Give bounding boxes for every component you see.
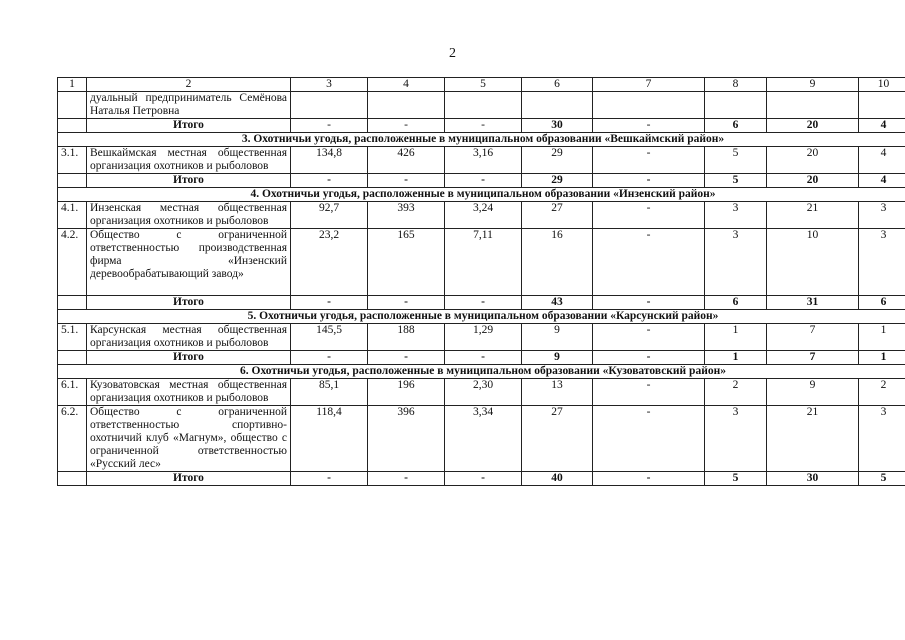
table-row [58, 324, 905, 351]
data-cell: 393 [368, 202, 445, 229]
organization-name: Общество с ограниченной ответственностью спортивно-охотничий клуб «Магнум», общество с ограниченной ответственностью «Русский лес» [87, 406, 291, 472]
total-cell: - [368, 351, 445, 365]
section-title: 6. Охотничьи угодья, расположенные в муниципальном образовании «Кузоватовский район» [58, 365, 905, 379]
total-cell: 40 [522, 472, 593, 486]
data-cell: 7 [767, 324, 859, 351]
hunting-grounds-table [57, 77, 905, 486]
data-cell: 396 [368, 406, 445, 472]
table-row [58, 202, 905, 229]
header-cell: 4 [368, 78, 445, 92]
data-cell: 23,2 [291, 229, 368, 296]
data-cell: 13 [522, 379, 593, 406]
organization-name: Карсунская местная общественная организация охотников и рыболовов [87, 324, 291, 351]
section-header-row [58, 365, 905, 379]
data-cell: 5 [705, 147, 767, 174]
data-cell: 21 [767, 202, 859, 229]
total-cell: 1 [859, 351, 905, 365]
total-cell: 4 [859, 174, 905, 188]
data-cell: 196 [368, 379, 445, 406]
data-cell: 2 [859, 379, 905, 406]
table-row [58, 147, 905, 174]
total-cell: 5 [859, 472, 905, 486]
header-cell: 3 [291, 78, 368, 92]
total-row [58, 296, 905, 310]
data-cell: 21 [767, 406, 859, 472]
total-cell: - [445, 119, 522, 133]
page-number: 2 [449, 46, 456, 61]
total-cell: - [368, 296, 445, 310]
data-cell: - [593, 202, 705, 229]
total-cell: 29 [522, 174, 593, 188]
total-label: Итого [87, 351, 291, 365]
data-cell: 188 [368, 324, 445, 351]
total-row [58, 472, 905, 486]
data-cell: 1 [859, 324, 905, 351]
section-title: 3. Охотничьи угодья, расположенные в муниципальном образовании «Вешкаймский район» [58, 133, 905, 147]
organization-name: Общество с ограниченной ответственностью производственная фирма «Инзенский деревообрабатывающий завод» [87, 229, 291, 296]
organization-name: Инзенская местная общественная организация охотников и рыболовов [87, 202, 291, 229]
total-cell: 4 [859, 119, 905, 133]
data-cell: 92,7 [291, 202, 368, 229]
total-cell: - [291, 296, 368, 310]
data-cell: 3,16 [445, 147, 522, 174]
section-header-row [58, 133, 905, 147]
total-cell: 20 [767, 119, 859, 133]
organization-name: Кузоватовская местная общественная организация охотников и рыболовов [87, 379, 291, 406]
data-cell: - [593, 324, 705, 351]
total-label: Итого [87, 174, 291, 188]
total-label: Итого [87, 119, 291, 133]
data-cell: 29 [522, 147, 593, 174]
total-cell: - [593, 296, 705, 310]
data-cell: 4 [859, 147, 905, 174]
data-cell: 2 [705, 379, 767, 406]
data-cell: 9 [522, 324, 593, 351]
section-title: 5. Охотничьи угодья, расположенные в муниципальном образовании «Карсунский район» [58, 310, 905, 324]
data-cell: 3 [705, 406, 767, 472]
total-cell: 31 [767, 296, 859, 310]
total-cell: 6 [705, 296, 767, 310]
row-number: 3.1. [58, 147, 87, 174]
table-row [58, 406, 905, 472]
total-cell: - [291, 472, 368, 486]
total-label: Итого [87, 296, 291, 310]
total-cell: - [593, 472, 705, 486]
data-cell: 27 [522, 202, 593, 229]
total-cell: - [291, 119, 368, 133]
total-cell: - [291, 174, 368, 188]
data-cell: 3,34 [445, 406, 522, 472]
total-cell: - [445, 472, 522, 486]
data-cell: 145,5 [291, 324, 368, 351]
data-cell: 3 [705, 229, 767, 296]
data-cell: 1 [705, 324, 767, 351]
total-cell: 6 [859, 296, 905, 310]
total-cell: - [368, 472, 445, 486]
section-header-row [58, 310, 905, 324]
data-cell: 10 [767, 229, 859, 296]
total-cell: - [593, 119, 705, 133]
data-cell: 9 [767, 379, 859, 406]
total-cell: 7 [767, 351, 859, 365]
data-cell: - [593, 406, 705, 472]
total-cell: - [368, 119, 445, 133]
total-row [58, 174, 905, 188]
total-row [58, 119, 905, 133]
row-number: 5.1. [58, 324, 87, 351]
total-cell: 30 [767, 472, 859, 486]
total-cell: 43 [522, 296, 593, 310]
data-cell: 1,29 [445, 324, 522, 351]
total-label: Итого [87, 472, 291, 486]
data-cell: 134,8 [291, 147, 368, 174]
data-cell: 3,24 [445, 202, 522, 229]
row-number: 4.1. [58, 202, 87, 229]
data-cell: - [593, 379, 705, 406]
table-row [58, 379, 905, 406]
total-cell: - [368, 174, 445, 188]
total-row [58, 351, 905, 365]
total-cell: 5 [705, 174, 767, 188]
total-cell: 1 [705, 351, 767, 365]
organization-name: дуальный предприниматель Семёнова Наталья Петровна [87, 92, 291, 119]
data-cell: 118,4 [291, 406, 368, 472]
header-cell: 5 [445, 78, 522, 92]
data-cell: 27 [522, 406, 593, 472]
section-title: 4. Охотничьи угодья, расположенные в муниципальном образовании «Инзенский район» [58, 188, 905, 202]
table-row [58, 229, 905, 296]
section-header-row [58, 188, 905, 202]
data-cell: 2,30 [445, 379, 522, 406]
total-cell: - [291, 351, 368, 365]
total-cell: 6 [705, 119, 767, 133]
header-cell: 2 [87, 78, 291, 92]
data-cell: - [593, 147, 705, 174]
total-cell: - [445, 296, 522, 310]
total-cell: 5 [705, 472, 767, 486]
data-cell: 3 [859, 202, 905, 229]
data-cell: 20 [767, 147, 859, 174]
row-number: 6.2. [58, 406, 87, 472]
row-number [58, 92, 87, 119]
row-number: 6.1. [58, 379, 87, 406]
data-cell: 16 [522, 229, 593, 296]
data-cell: 85,1 [291, 379, 368, 406]
data-cell: 3 [705, 202, 767, 229]
data-cell: 165 [368, 229, 445, 296]
header-cell: 7 [593, 78, 705, 92]
header-row [58, 78, 905, 92]
header-cell: 9 [767, 78, 859, 92]
total-cell: 20 [767, 174, 859, 188]
organization-name: Вешкаймская местная общественная организация охотников и рыболовов [87, 147, 291, 174]
header-cell: 1 [58, 78, 87, 92]
header-cell: 6 [522, 78, 593, 92]
data-cell: - [593, 229, 705, 296]
total-cell: - [445, 351, 522, 365]
table-row [58, 92, 905, 119]
total-cell: 30 [522, 119, 593, 133]
header-cell: 8 [705, 78, 767, 92]
total-cell: - [593, 351, 705, 365]
row-number: 4.2. [58, 229, 87, 296]
header-cell: 10 [859, 78, 905, 92]
data-cell: 426 [368, 147, 445, 174]
data-cell: 3 [859, 229, 905, 296]
data-cell: 3 [859, 406, 905, 472]
total-cell: - [445, 174, 522, 188]
data-cell: 7,11 [445, 229, 522, 296]
total-cell: 9 [522, 351, 593, 365]
total-cell: - [593, 174, 705, 188]
